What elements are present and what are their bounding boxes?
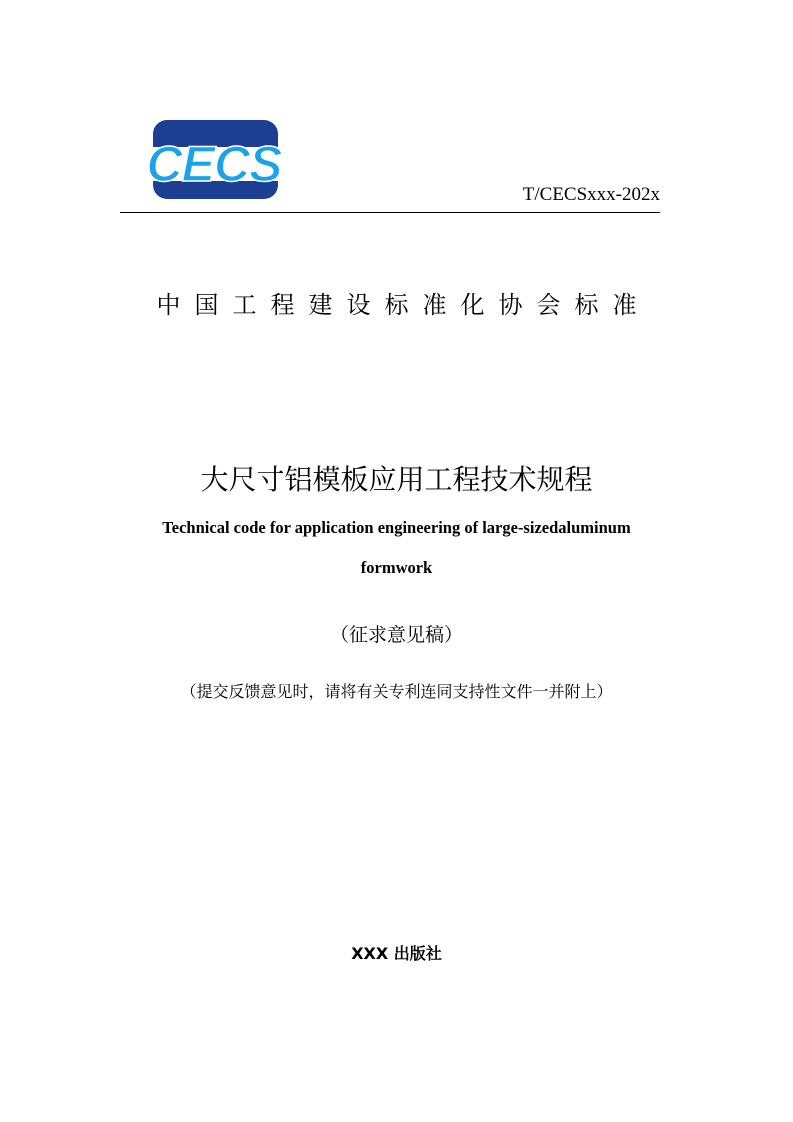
submission-note: （提交反馈意见时，请将有关专利连同支持性文件一并附上） [180,682,613,701]
title-english [120,508,673,588]
draft-label: （征求意见稿） [329,624,463,646]
title-english-line-1: Technical code for application engineering of large-sizedaluminum [162,518,631,537]
cecs-logo [137,119,292,200]
standard-number: T/CECSxxx-202x [522,184,660,205]
title-english-line-2: formwork [360,558,433,577]
organization-name: 中国工程建设标准化协会标准 [156,291,651,319]
title-chinese: 大尺寸铝模板应用工程技术规程 [200,463,593,496]
cecs-logo-graphic [137,119,292,200]
logo-wordmark: CECS [146,136,282,192]
publisher: XXX 出版社 [351,944,442,963]
header-rule [120,212,660,213]
